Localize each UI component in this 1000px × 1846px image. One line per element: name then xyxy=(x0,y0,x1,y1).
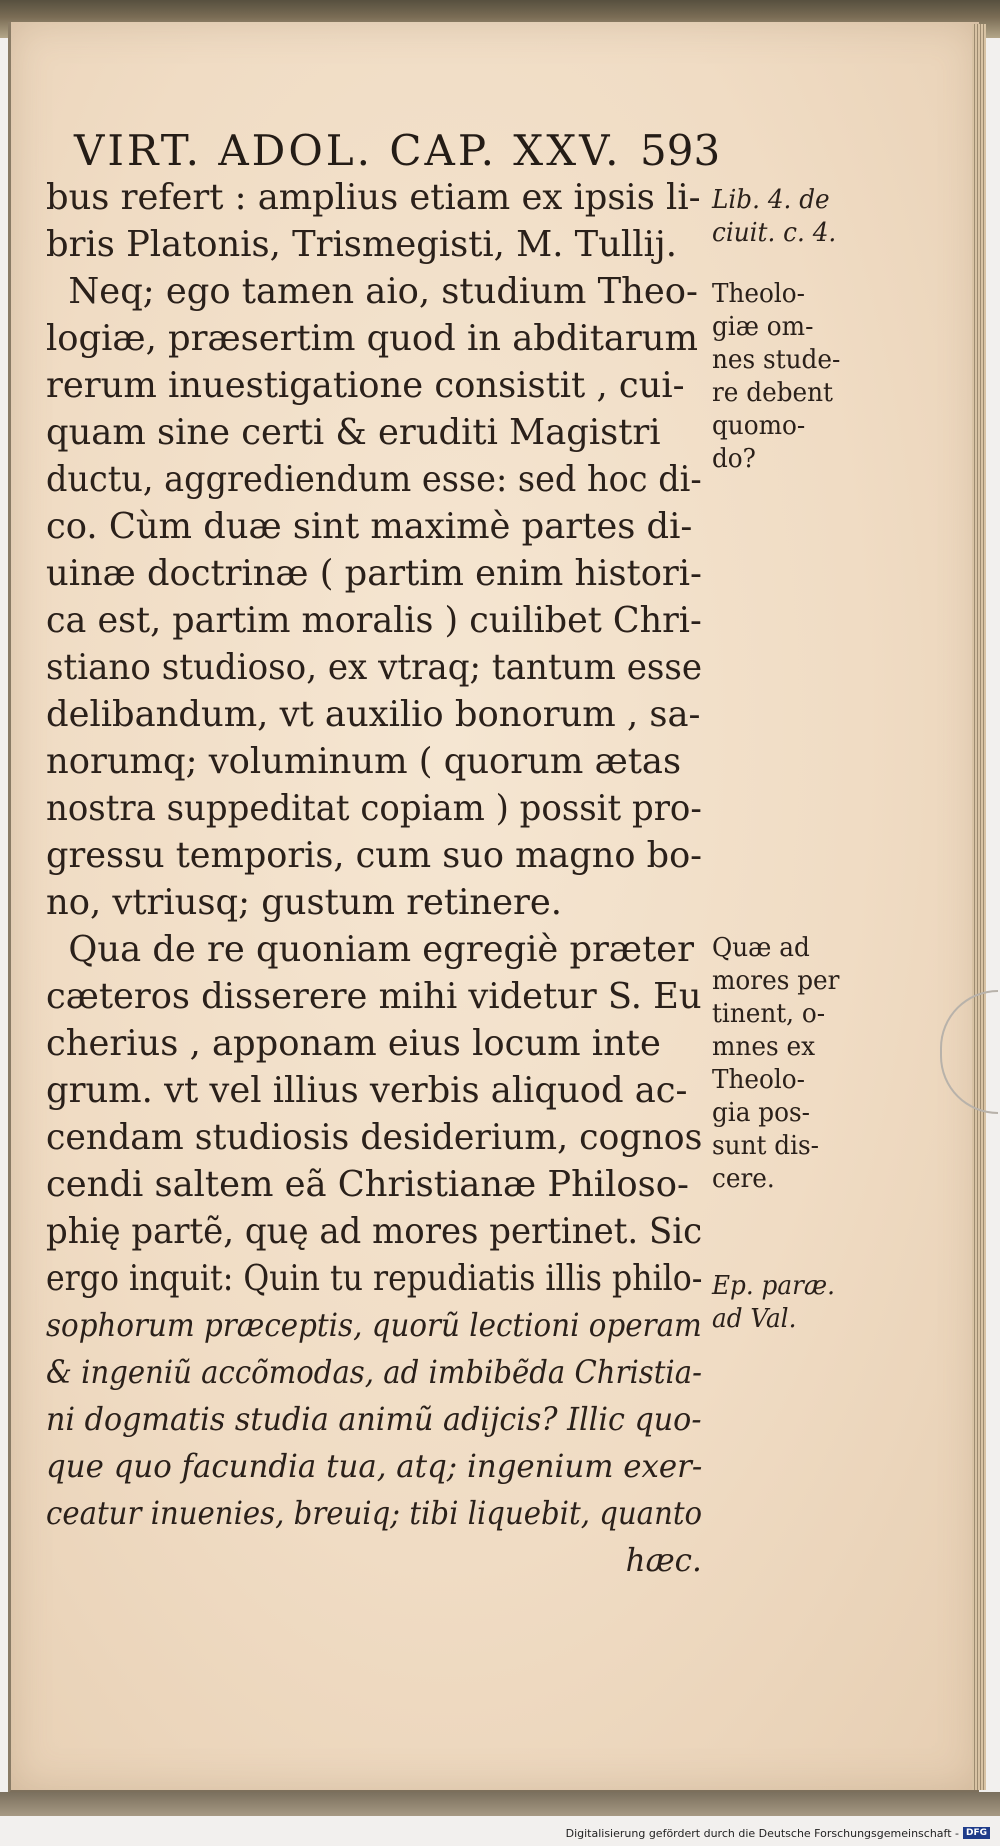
margin-note-line: quomo- xyxy=(712,411,806,441)
quotation-line: sophorum præceptis, quorũ lectioni operam xyxy=(46,1306,702,1344)
margin-note-line: gia pos- xyxy=(712,1098,810,1128)
page-stack-edges xyxy=(972,24,986,1790)
margin-note-line: mores per xyxy=(712,966,840,996)
margin-note-line: tinent, o- xyxy=(712,999,826,1029)
margin-note-line: Theolo- xyxy=(712,1065,805,1095)
running-head-title: VIRT. ADOL. CAP. XXV. xyxy=(74,126,622,175)
catchword: hæc. xyxy=(625,1541,702,1579)
text-line: delibandum, vt auxilio bonorum , sa- xyxy=(46,694,701,735)
text-line: stiano studioso, ex vtraq; tantum esse xyxy=(46,647,703,688)
margin-note-line: Lib. 4. de xyxy=(712,185,830,215)
margin-note-epistle xyxy=(712,1270,912,1336)
text-line: ergo inquit: Quin tu repudiatis illis philo- xyxy=(46,1258,703,1299)
main-text-column xyxy=(46,174,706,1584)
text-line: cendi saltem eã Christianæ Philoso- xyxy=(46,1164,689,1205)
margin-note-line: ad Val. xyxy=(712,1304,797,1334)
margin-note-line: sunt dis- xyxy=(712,1131,820,1161)
margin-note-theology xyxy=(712,278,912,476)
margin-note-line: Quæ ad xyxy=(712,933,810,963)
text-line: phię partẽ, quę ad mores pertinet. Sic xyxy=(46,1211,703,1252)
margin-note-line: re debent xyxy=(712,378,833,408)
text-line: cæteros disserere mihi videtur S. Eu xyxy=(46,976,702,1017)
quotation-line: & ingeniũ accõmodas, ad imbibẽda Christia- xyxy=(46,1353,702,1391)
text-line: co. Cùm duæ sint maximè partes di- xyxy=(46,506,693,547)
margin-note-line: nes stude- xyxy=(712,345,841,375)
text-line: cendam studiosis desiderium, cognos xyxy=(46,1117,703,1158)
text-line: norumq; voluminum ( quorum ætas xyxy=(46,741,682,782)
text-line: grum. vt vel illius verbis aliquod ac- xyxy=(46,1070,688,1111)
text-line: rerum inuestigatione consistit , cui- xyxy=(46,365,685,406)
text-line: quam sine certi & eruditi Magistri xyxy=(46,412,661,453)
margin-note-line: mnes ex xyxy=(712,1032,816,1062)
page-number: 593 xyxy=(640,126,721,175)
margin-note-line: giæ om- xyxy=(712,312,814,342)
margin-note-citation xyxy=(712,184,912,250)
quotation-line: ni dogmatis studia animũ adijcis? Illic quo- xyxy=(46,1400,702,1438)
text-line: Neq; ego tamen aio, studium Theo- xyxy=(46,271,698,312)
running-head xyxy=(74,126,721,175)
credit-text: Digitalisierung gefördert durch die Deutsche Forschungsgemeinschaft - xyxy=(565,1826,959,1840)
margin-note-line: cere. xyxy=(712,1164,775,1194)
text-line: bris Platonis, Trismegisti, M. Tullij. xyxy=(46,224,677,265)
digitization-credit xyxy=(566,1824,990,1842)
text-line: nostra suppeditat copiam ) possit pro- xyxy=(46,788,702,829)
margin-note-line: ciuit. c. 4. xyxy=(712,218,837,248)
dfg-logo-icon: DFG xyxy=(963,1827,990,1839)
margin-note-line: Ep. paræ. xyxy=(712,1271,835,1301)
text-line: logiæ, præsertim quod in abditarum xyxy=(46,318,698,359)
text-line: ductu, aggrediendum esse: sed hoc di- xyxy=(46,459,702,500)
margin-note-line: do? xyxy=(712,444,756,474)
text-line: Qua de re quoniam egregiè præter xyxy=(46,929,695,970)
margin-note-morals xyxy=(712,932,912,1196)
text-line: cherius , apponam eius locum inte xyxy=(46,1023,661,1064)
text-line: gressu temporis, cum suo magno bo- xyxy=(46,835,703,876)
quotation-line: que quo facundia tua, atq; ingenium exer- xyxy=(46,1447,703,1485)
quotation-line: ceatur inuenies, breuiq; tibi liquebit, quanto xyxy=(46,1494,703,1532)
text-line: uinæ doctrinæ ( partim enim histori- xyxy=(46,553,702,594)
text-line: no, vtriusq; gustum retinere. xyxy=(46,882,562,923)
margin-note-line: Theolo- xyxy=(712,279,805,309)
text-line: bus refert : amplius etiam ex ipsis li- xyxy=(46,177,701,218)
book-bottom-edge xyxy=(0,1792,1000,1816)
text-line: ca est, partim moralis ) cuilibet Chri- xyxy=(46,600,702,641)
